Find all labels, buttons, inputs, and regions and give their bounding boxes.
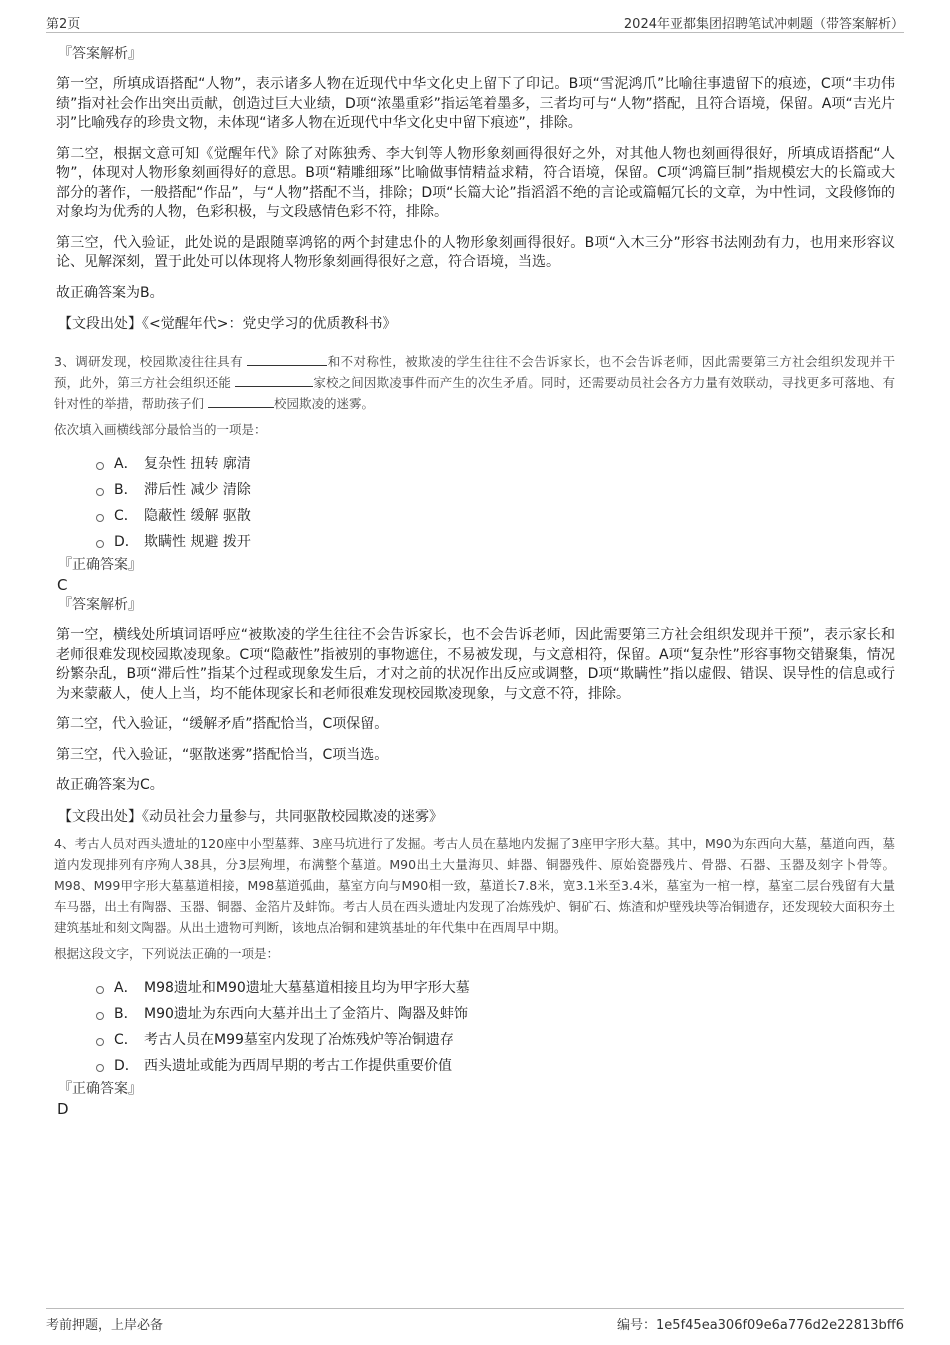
analysis-paragraph: 第二空，代入验证，“缓解矛盾”搭配恰当，C项保留。 (56, 716, 389, 732)
question-stem: 4、考古人员对西头遗址的120座中小型墓葬、3座马坑进行了发掘。考古人员在墓地内发掘了3座甲字形大墓。其中，M90为东西向大墓，墓道向西，墓道内发现排列有序殉人38具，分3层殉埋，布满整个墓道。M90出土大量海贝、蚌器、铜器残件、原始瓷器残片、骨器、石器、玉器及刻字卜骨等。M98、M99甲字形大墓墓道相接，M98墓道弧曲，墓室方向与M90相一致，墓道长7.8米，宽3.1米至3.4米，墓室为一棺一椁，墓室二层台残留有大量车马器，出土有陶器、玉器、铜器、金箔片及蚌饰。考古人员在西头遗址内发现了冶炼残炉、铜矿石、炼渣和炉壁残块等冶铜遗存，还发现较大面积夯土建筑基址和刻文陶器。从出土遗物可判断，该地点冶铜和建筑基址的年代集中在西周早中期。 (54, 835, 895, 935)
radio-icon[interactable] (96, 1038, 104, 1046)
analysis-paragraph: 第一空，所填成语搭配“人物”，表示诸多人物在近现代中华文化史上留下了印记。B项“雪泥鸿爪”比喻往事遗留下的痕迹，C项“丰功伟绩”指对社会作出突出贡献，创造过巨大业绩，D项“浓墨重彩”指运笔着墨多，三者均可与“人物”搭配，且符合语境，保留。A项“吉光片羽”比喻残存的珍贵文物，未体现“诸多人物在近现代中华文化史中留下痕迹”，排除。 (56, 76, 895, 131)
page-header (46, 10, 904, 33)
option-a[interactable]: A． 复杂性 扭转 廓清 (96, 451, 895, 477)
option-d[interactable]: D． 西头遗址或能为西周早期的考古工作提供重要价值 (96, 1053, 895, 1079)
radio-icon[interactable] (96, 514, 104, 522)
question-prompt: 依次填入画横线部分最恰当的一项是： (54, 422, 267, 437)
fill-blank (247, 352, 327, 366)
source-citation: 【文段出处】《<觉醒年代>：党史学习的优质教科书》 (58, 316, 397, 332)
document-title: 2024年亚都集团招聘笔试冲刺题（带答案解析） (623, 17, 904, 32)
conclusion: 故正确答案为C。 (56, 777, 164, 793)
option-a[interactable]: A． M98遗址和M90遗址大墓墓道相接且均为甲字形大墓 (96, 975, 895, 1001)
analysis-paragraph: 第三空，代入验证，“驱散迷雾”搭配恰当，C项当选。 (56, 746, 389, 763)
page-number: 第2页 (46, 17, 81, 32)
radio-icon[interactable] (96, 1012, 104, 1020)
analysis-label: 『答案解析』 (58, 597, 142, 613)
conclusion: 故正确答案为B。 (56, 284, 164, 301)
question-4 (56, 833, 895, 1119)
analysis-label: 『答案解析』 (58, 46, 142, 62)
option-list (96, 451, 895, 555)
answer-label: 『正确答案』 (58, 1080, 142, 1097)
option-b[interactable]: B． M90遗址为东西向大墓并出土了金箔片、陶器及蚌饰 (96, 1001, 895, 1027)
source-citation: 【文段出处】《动员社会力量参与，共同驱散校园欺凌的迷雾》 (58, 808, 443, 825)
analysis-paragraph: 第一空，横线处所填词语呼应“被欺凌的学生往往不会告诉家长，也不会告诉老师，因此需要第三方社会组织发现并干预”，表示家长和老师很难发现校园欺凌现象。C项“隐蔽性”指被别的事物遮住，不易被发现，与文意相符，保留。A项“复杂性”形容事物交错聚集，情况纷繁杂乱，B项“滞后性”指某个过程或现象发生后，才对之前的状况作出反应或调整，D项“欺瞒性”指以虚假、错误、误导性的信息或行为来蒙蔽人，使人上当，均不能体现家长和老师很难发现校园欺凌现象，与文意不符，排除。 (56, 627, 895, 702)
correct-answer: C (57, 576, 68, 594)
option-d[interactable]: D． 欺瞒性 规避 拨开 (96, 529, 895, 555)
radio-icon[interactable] (96, 488, 104, 496)
option-c[interactable]: C． 考古人员在M99墓室内发现了冶炼残炉等冶铜遗存 (96, 1027, 895, 1053)
document-id: 编号：1e5f45ea306f09e6a776d2e22813bff6 (617, 1318, 904, 1333)
option-c[interactable]: C． 隐蔽性 缓解 驱散 (96, 503, 895, 529)
analysis-paragraph: 第三空，代入验证，此处说的是跟随辜鸿铭的两个封建忠仆的人物形象刻画得很好。B项“入木三分”形容书法刚劲有力，也用来形容议论、见解深刻，置于此处可以体现将人物形象刻画得很好之意，符合语境，当选。 (56, 234, 895, 270)
radio-icon[interactable] (96, 462, 104, 470)
question-stem: 3、调研发现，校园欺凌往往具有 和不对称性，被欺凌的学生往往不会告诉家长，也不会告诉老师，因此需要第三方社会组织发现并干预，此外，第三方社会组织还能 家校之间因欺凌事件而产生的次生矛盾。同时，还需要动员社会各方力量有效联动，寻找更多可落地、有针对性的举措，帮助孩子们 校园欺凌的迷雾。 (54, 354, 895, 411)
radio-icon[interactable] (96, 986, 104, 994)
option-b[interactable]: B． 滞后性 减少 清除 (96, 477, 895, 503)
radio-icon[interactable] (96, 1064, 104, 1072)
question-3 (56, 351, 895, 827)
question-prompt: 根据这段文字，下列说法正确的一项是： (54, 945, 280, 961)
answer-label: 『正确答案』 (58, 557, 142, 573)
footer-slogan: 考前押题，上岸必备 (46, 1318, 164, 1333)
radio-icon[interactable] (96, 540, 104, 548)
option-list (96, 975, 895, 1079)
analysis-paragraph: 第二空，根据文意可知《觉醒年代》除了对陈独秀、李大钊等人物形象刻画得很好之外，对其他人物也刻画得很好，所填成语搭配“人物”，体现对人物形象刻画得好的意思。B项“精雕细琢”比喻做事情精益求精，符合语境，保留。C项“鸿篇巨制”指规模宏大的长篇或大部分的著作，一般搭配“作品”，与“人物”搭配不当，排除；D项“长篇大论”指滔滔不绝的言论或篇幅冗长的文章，为中性词，文段修饰的对象均为优秀的人物，色彩积极，与文段感情色彩不符，排除。 (56, 145, 895, 220)
q2-analysis-section (56, 44, 895, 334)
fill-blank (208, 394, 274, 408)
correct-answer: D (57, 1099, 69, 1118)
page-footer (46, 1308, 904, 1331)
fill-blank (235, 373, 313, 387)
page-content (56, 44, 895, 1119)
